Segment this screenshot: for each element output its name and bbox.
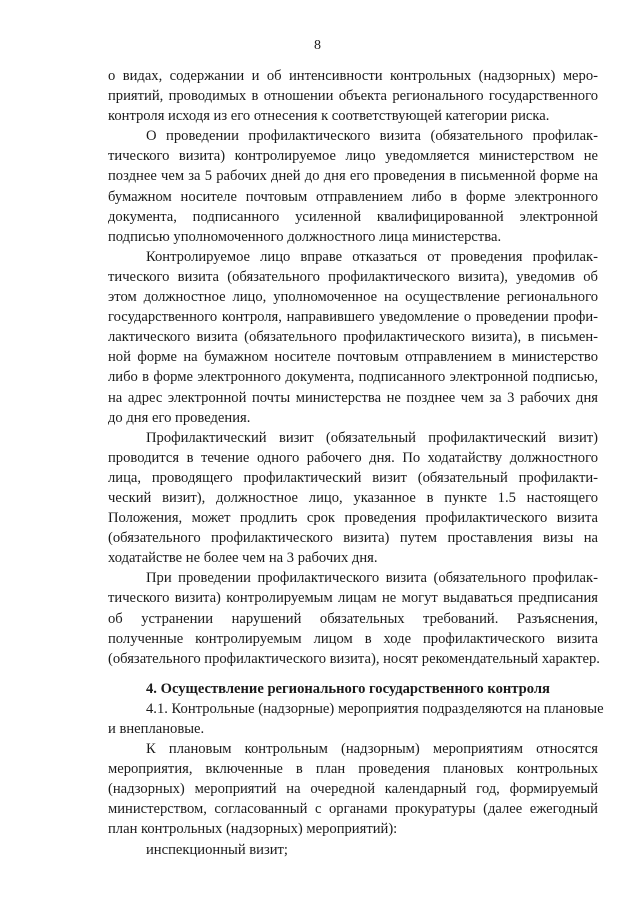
text-line: и внеплановые.: [108, 721, 205, 737]
text-line: ходатайстве не более чем на 3 рабочих дня.: [108, 550, 378, 567]
text-line: При проведении профилактического визита (обязательного профилак-: [146, 570, 598, 587]
text-line: (обязательного профилактического визита), носят рекомендательный характер.: [108, 650, 600, 667]
text-line: министерством, согласованный с органами прокуратуры (далее ежегодный: [108, 801, 598, 818]
text-line: инспекционный визит;: [146, 841, 288, 858]
text-line: до дня его проведения.: [108, 409, 251, 426]
text-line: О проведении профилактического визита (обязательного профилак-: [146, 128, 598, 145]
paragraph-risk-category: [108, 66, 598, 126]
text-line: Контролируемое лицо вправе отказаться от проведения профилак-: [146, 248, 598, 265]
text-line: об устранении нарушений обязательных требований. Разъяснения,: [108, 610, 598, 627]
text-line: о видах, содержании и об интенсивности контрольных (надзорных) меро-: [108, 68, 598, 84]
paragraph-visit-duration: [108, 428, 598, 569]
text-line: тического визита (обязательного профилактического визита), уведомив об: [108, 268, 598, 285]
text-line: полученные контролируемым лицом в ходе профилактического визита: [108, 630, 598, 647]
text-line: план контрольных (надзорных) мероприятий):: [108, 821, 398, 838]
text-line: ческий визит), должностное лицо, указанное в пункте 1.5 настоящего: [108, 489, 598, 506]
paragraph-planned-measures: [108, 739, 598, 839]
text-line: проводится в течение одного рабочего дня. По ходатайству должностного: [108, 449, 598, 466]
text-line: этом должностное лицо, уполномоченное на осуществление регионального: [108, 289, 598, 306]
text-line: государственного контроля, направившего уведомление о проведении профи-: [108, 309, 598, 326]
text-line: приятий, проводимых в отношении объекта регионального государственного: [108, 88, 598, 105]
text-line: (надзорных) мероприятий на очередной календарный год, формируемый: [108, 781, 598, 798]
text-line: мероприятия, включенные в план проведения плановых контрольных: [108, 761, 598, 778]
text-line: документа, подписанного усиленной квалифицированной электронной: [108, 208, 598, 225]
page-number: 8: [314, 38, 321, 53]
text-line: тического визита) контролируемое лицо уведомляется министерством не: [108, 148, 598, 165]
document-body: [108, 66, 604, 860]
text-line: К плановым контрольным (надзорным) мероприятиям относятся: [146, 741, 598, 758]
text-line: подписью уполномоченного должностного лица министерства.: [108, 228, 502, 245]
text-line: лактического визита (обязательного профилактического визита), в письмен-: [108, 329, 598, 346]
text-line: бумажном носителе почтовым отправлением либо в форме электронного: [108, 188, 598, 205]
section-4: [108, 679, 604, 860]
text-line: 4.1. Контрольные (надзорные) мероприятия подразделяются на плановые: [146, 700, 604, 717]
text-line: лица, проводящего профилактический визит (обязательный профилакти-: [108, 469, 598, 486]
text-line: либо в форме электронного документа, подписанного электронной подписью,: [108, 369, 598, 386]
section-heading: 4. Осуществление регионального государственного контроля: [146, 680, 550, 697]
text-line: контроля исходя из его отнесения к соответствующей категории риска.: [108, 108, 550, 125]
text-line: на адрес электронной почты министерства не позднее чем за 3 рабочих дня: [108, 389, 598, 406]
text-line: (обязательного профилактического визита) путем проставления визы на: [108, 530, 598, 547]
text-line: Положения, может продлить срок проведения профилактического визита: [108, 510, 598, 527]
text-line: тического визита) контролируемым лицам не могут выдаваться предписания: [108, 590, 598, 607]
paragraph-visit-refusal: [108, 247, 598, 428]
paragraph-no-orders: [108, 568, 598, 668]
text-line: ной форме на бумажном носителе почтовым отправлением в министерство: [108, 349, 598, 366]
paragraph-4-1: [108, 699, 604, 739]
text-line: позднее чем за 5 рабочих дней до дня его проведения в письменной форме на: [108, 168, 598, 185]
paragraph-visit-notification: [108, 126, 598, 247]
list-item: [108, 840, 598, 860]
text-line: Профилактический визит (обязательный профилактический визит): [146, 429, 598, 446]
